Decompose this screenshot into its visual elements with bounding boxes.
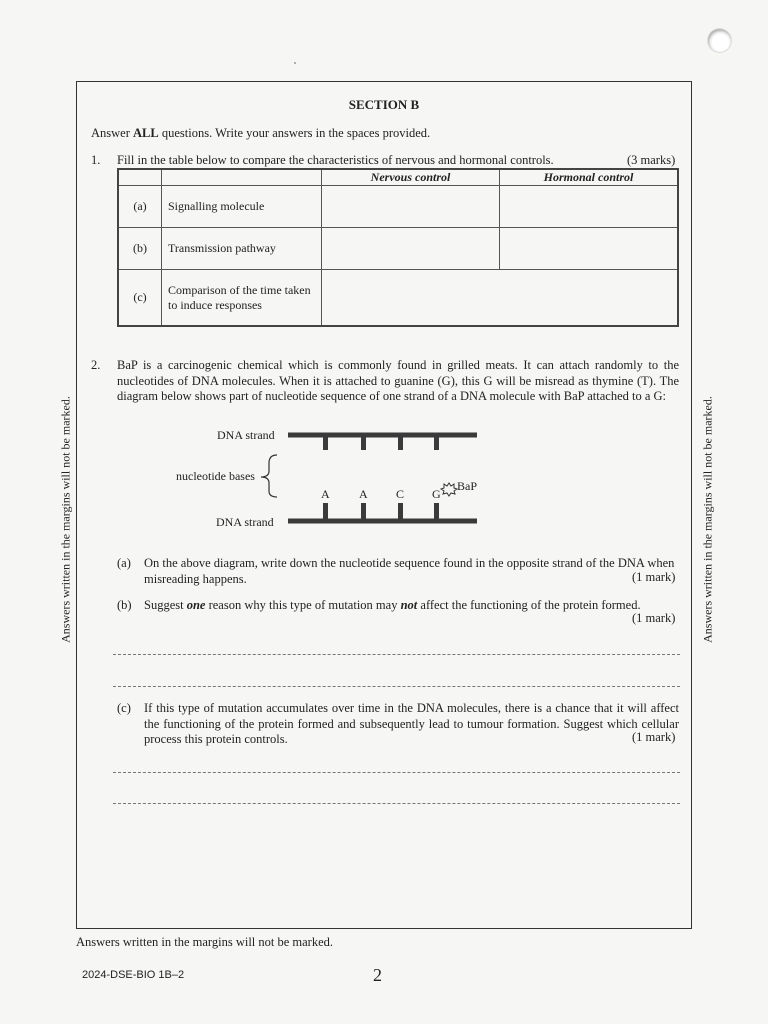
answer-line[interactable] <box>113 803 680 804</box>
nucleotide-bases-label: nucleotide bases <box>176 469 255 483</box>
scan-speck <box>294 62 296 64</box>
q2-intro: BaP is a carcinogenic chemical which is commonly found in grilled meats. It can attach randomly to the nucleotides of DNA molecules. When it is attached to guanine (G), this G will be misread as thymine (T). The diagram below shows part of nucleotide sequence of one strand of a DNA molecule with BaP attached to a G: <box>117 358 679 403</box>
q2b-text <box>144 598 641 614</box>
left-margin-note: Answers written in the margins will not be marked. <box>58 396 73 643</box>
q1-text: Fill in the table below to compare the characteristics of nervous and hormonal controls. <box>117 153 554 167</box>
paper-code: 2024-DSE-BIO 1B–2 <box>82 969 185 981</box>
answer-cell-nervous-a[interactable] <box>322 186 500 228</box>
answer-cell-nervous-b[interactable] <box>322 228 500 270</box>
base-label: C <box>396 487 405 501</box>
q2b-marks: (1 mark) <box>632 611 676 625</box>
base-label: G <box>432 487 441 501</box>
q2b-emphasis-one: one <box>186 598 206 612</box>
top-tooth <box>361 435 366 450</box>
base-label: A <box>359 487 368 501</box>
table-row <box>118 186 678 228</box>
section-title: SECTION B <box>348 97 420 112</box>
q2a-marks: (1 mark) <box>632 570 676 584</box>
base-label: A <box>321 487 330 501</box>
answer-line[interactable] <box>113 654 680 655</box>
q2a-label: (a) <box>117 556 131 570</box>
q2b-text-mid: reason why this type of mutation may <box>205 598 401 612</box>
q2c-marks: (1 mark) <box>632 730 676 744</box>
bottom-tooth <box>398 503 403 521</box>
bottom-tooth <box>361 503 366 521</box>
answer-line[interactable] <box>113 772 680 773</box>
instruction <box>91 126 430 141</box>
answer-cell-hormonal-a[interactable] <box>500 186 679 228</box>
header-hormonal-control: Hormonal control <box>500 169 679 186</box>
q2a-text: On the above diagram, write down the nucleotide sequence found in the opposite strand of the DNA when misreading happens. <box>144 556 675 586</box>
table-row <box>118 270 678 327</box>
brace <box>261 455 277 497</box>
bottom-tooth <box>323 503 328 521</box>
q2b-text-pre: Suggest <box>144 598 187 612</box>
row-label: (c) <box>118 270 162 327</box>
instruction-pre: Answer <box>91 126 134 140</box>
answer-cell-comparison-c[interactable] <box>322 270 679 327</box>
bap-molecule-icon <box>441 483 457 496</box>
row-item: Comparison of the time taken to induce responses <box>162 270 322 327</box>
row-label: (a) <box>118 186 162 228</box>
q2c-label: (c) <box>117 701 131 715</box>
q2c-text: If this type of mutation accumulates over time in the DNA molecules, there is a chance that it will affect the functioning of the protein formed and subsequently lead to tumour formation. Suggest which cellular process this protein controls. <box>144 701 679 746</box>
table-row <box>118 228 678 270</box>
page-number: 2 <box>373 965 382 985</box>
row-label: (b) <box>118 228 162 270</box>
table-header-blank-1 <box>118 169 162 186</box>
q2b-text-post: affect the functioning of the protein formed. <box>417 598 641 612</box>
q2-number: 2. <box>91 358 101 372</box>
header-nervous-control: Nervous control <box>322 169 500 186</box>
right-margin-note: Answers written in the margins will not be marked. <box>700 396 715 643</box>
instruction-post: questions. Write your answers in the spaces provided. <box>158 126 431 140</box>
q2b-label: (b) <box>117 598 132 612</box>
bap-label: BaP <box>457 479 478 493</box>
top-tooth <box>398 435 403 450</box>
table-header-row <box>118 169 678 186</box>
q1-marks: (3 marks) <box>627 153 676 167</box>
table-header-blank-2 <box>162 169 322 186</box>
top-strand-label: DNA strand <box>217 428 275 442</box>
footer-note: Answers written in the margins will not be marked. <box>76 935 334 949</box>
q1-number: 1. <box>91 153 101 167</box>
punch-hole <box>708 29 731 52</box>
bottom-strand-label: DNA strand <box>216 515 274 529</box>
top-tooth <box>323 435 328 450</box>
bottom-tooth <box>434 503 439 521</box>
row-item: Transmission pathway <box>162 228 322 270</box>
answer-line[interactable] <box>113 686 680 687</box>
answer-cell-hormonal-b[interactable] <box>500 228 679 270</box>
top-tooth <box>434 435 439 450</box>
comparison-table <box>117 168 679 327</box>
instruction-bold: ALL <box>133 126 159 140</box>
row-item: Signalling molecule <box>162 186 322 228</box>
q2b-emphasis-not: not <box>400 598 418 612</box>
